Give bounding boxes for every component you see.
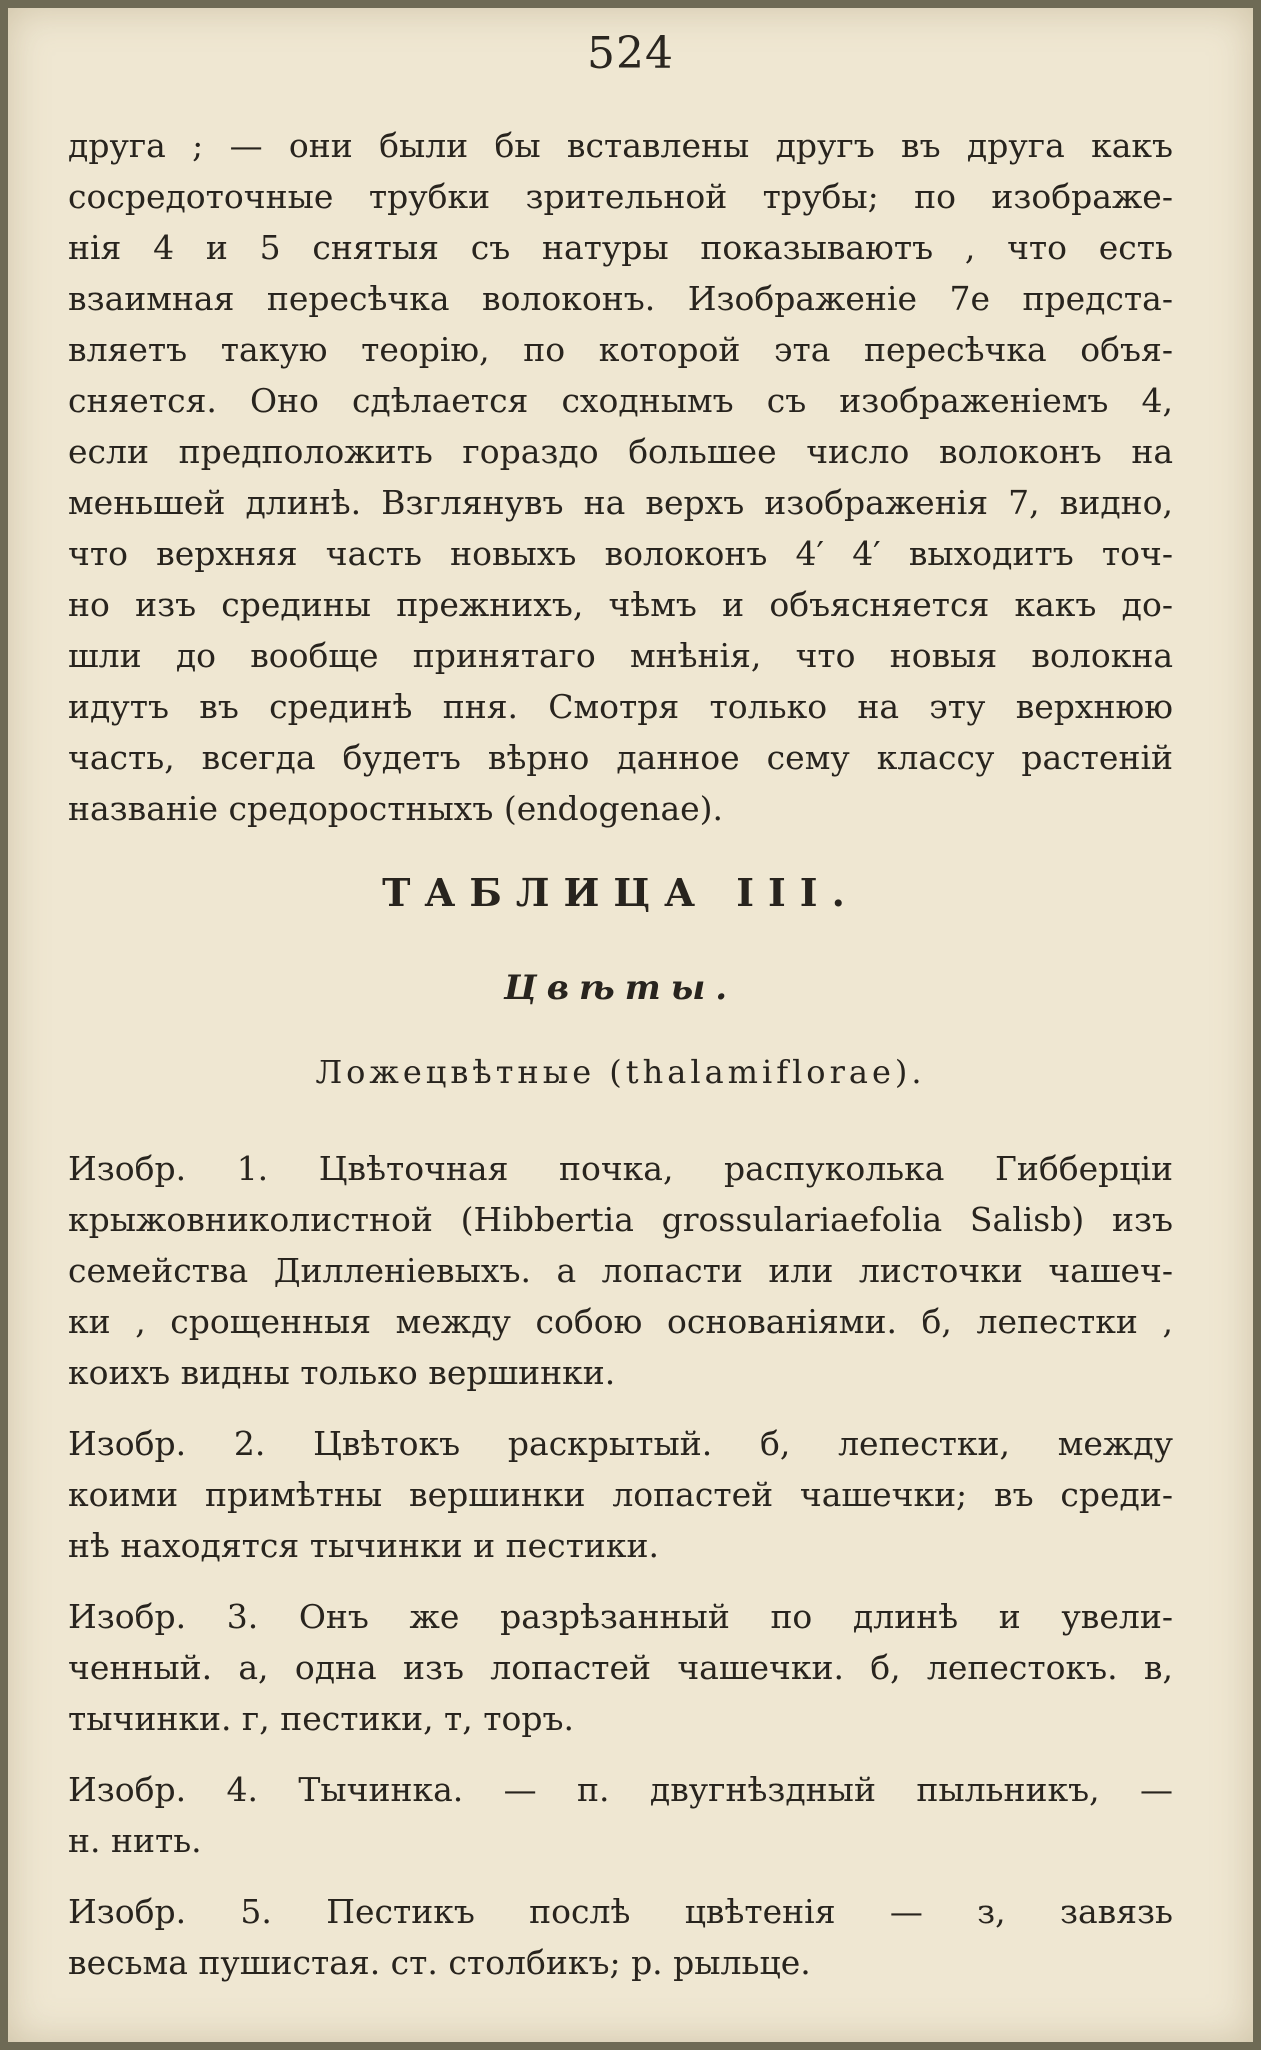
text-line: ченный. а, одна изъ лопастей чашечки. б, лепестокъ. в, bbox=[68, 1648, 1173, 1687]
text-line: нія 4 и 5 снятыя съ натуры показываютъ , что есть bbox=[68, 228, 1173, 267]
text-line: Изобр. 3. Онъ же разрѣзанный по длинѣ и увели- bbox=[68, 1597, 1173, 1636]
text-line: что верхняя часть новыхъ волоконъ 4′ 4′ выходитъ точ- bbox=[68, 534, 1173, 573]
text-line: Изобр. 4. Тычинка. — п. двугнѣздный пыльникъ, — bbox=[68, 1770, 1173, 1809]
text-line: н. нить. bbox=[68, 1821, 202, 1860]
text-line: вляетъ такую теорію, по которой эта пересѣчка объя- bbox=[68, 330, 1173, 369]
text-line: ки , срощенныя между собою основаніями. б, лепестки , bbox=[68, 1302, 1173, 1341]
figure-descriptions bbox=[68, 1143, 1173, 2008]
text-line: сняется. Оно сдѣлается сходнымъ съ изображеніемъ 4, bbox=[68, 381, 1173, 420]
text-line: тычинки. г, пестики, т, торъ. bbox=[68, 1699, 575, 1738]
text-line: часть, всегда будетъ вѣрно данное сему классу растеній bbox=[68, 738, 1173, 777]
text-line: Изобр. 2. Цвѣтокъ раскрытый. б, лепестки, между bbox=[68, 1424, 1173, 1463]
figure-5-description bbox=[68, 1886, 1173, 1988]
text-line: идутъ въ срединѣ пня. Смотря только на эту верхнюю bbox=[68, 687, 1173, 726]
text-line: Изобр. 5. Пестикъ послѣ цвѣтенія — з, завязь bbox=[68, 1892, 1173, 1931]
text-line: нѣ находятся тычинки и пестики. bbox=[68, 1526, 660, 1565]
section-heading: Цвѣты. bbox=[503, 968, 738, 1008]
figure-4-description bbox=[68, 1764, 1173, 1866]
figure-2-description bbox=[68, 1418, 1173, 1571]
subsection-heading: Ложецвѣтные (thalamiflorae). bbox=[315, 1053, 926, 1091]
text-line: весьма пушистая. ст. столбикъ; р. рыльце. bbox=[68, 1943, 811, 1982]
text-line: шли до вообще принятаго мнѣнія, что новыя волокна bbox=[68, 636, 1173, 675]
text-line: друга ; — они были бы вставлены другъ въ друга какъ bbox=[68, 126, 1173, 165]
text-line: но изъ средины прежнихъ, чѣмъ и объясняется какъ до- bbox=[68, 585, 1173, 624]
figure-1-description bbox=[68, 1143, 1173, 1398]
text-line: Изобр. 1. Цвѣточная почка, распуколька Гибберціи bbox=[68, 1149, 1173, 1188]
text-line: семейства Дилленіевыхъ. а лопасти или листочки чашеч- bbox=[68, 1251, 1173, 1290]
text-line: коими примѣтны вершинки лопастей чашечки; въ среди- bbox=[68, 1475, 1173, 1514]
intro-paragraph bbox=[68, 120, 1173, 834]
text-line: взаимная пересѣчка волоконъ. Изображеніе 7е предста- bbox=[68, 279, 1173, 318]
text-line: меньшей длинѣ. Взглянувъ на верхъ изображенія 7, видно, bbox=[68, 483, 1173, 522]
text-line: названіе средоростныхъ (endogenae). bbox=[68, 789, 724, 828]
table-heading: ТАБЛИЦА III. bbox=[382, 870, 859, 915]
page-number: 524 bbox=[587, 28, 674, 79]
text-line: сосредоточные трубки зрительной трубы; по изображе- bbox=[68, 177, 1173, 216]
text-line: коихъ видны только вершинки. bbox=[68, 1353, 616, 1392]
figure-3-description bbox=[68, 1591, 1173, 1744]
text-line: крыжовниколистной (Hibbertia grossulariaefolia Salisb) изъ bbox=[68, 1200, 1173, 1239]
text-line: если предположить гораздо большее число волоконъ на bbox=[68, 432, 1173, 471]
book-page bbox=[8, 8, 1253, 2042]
